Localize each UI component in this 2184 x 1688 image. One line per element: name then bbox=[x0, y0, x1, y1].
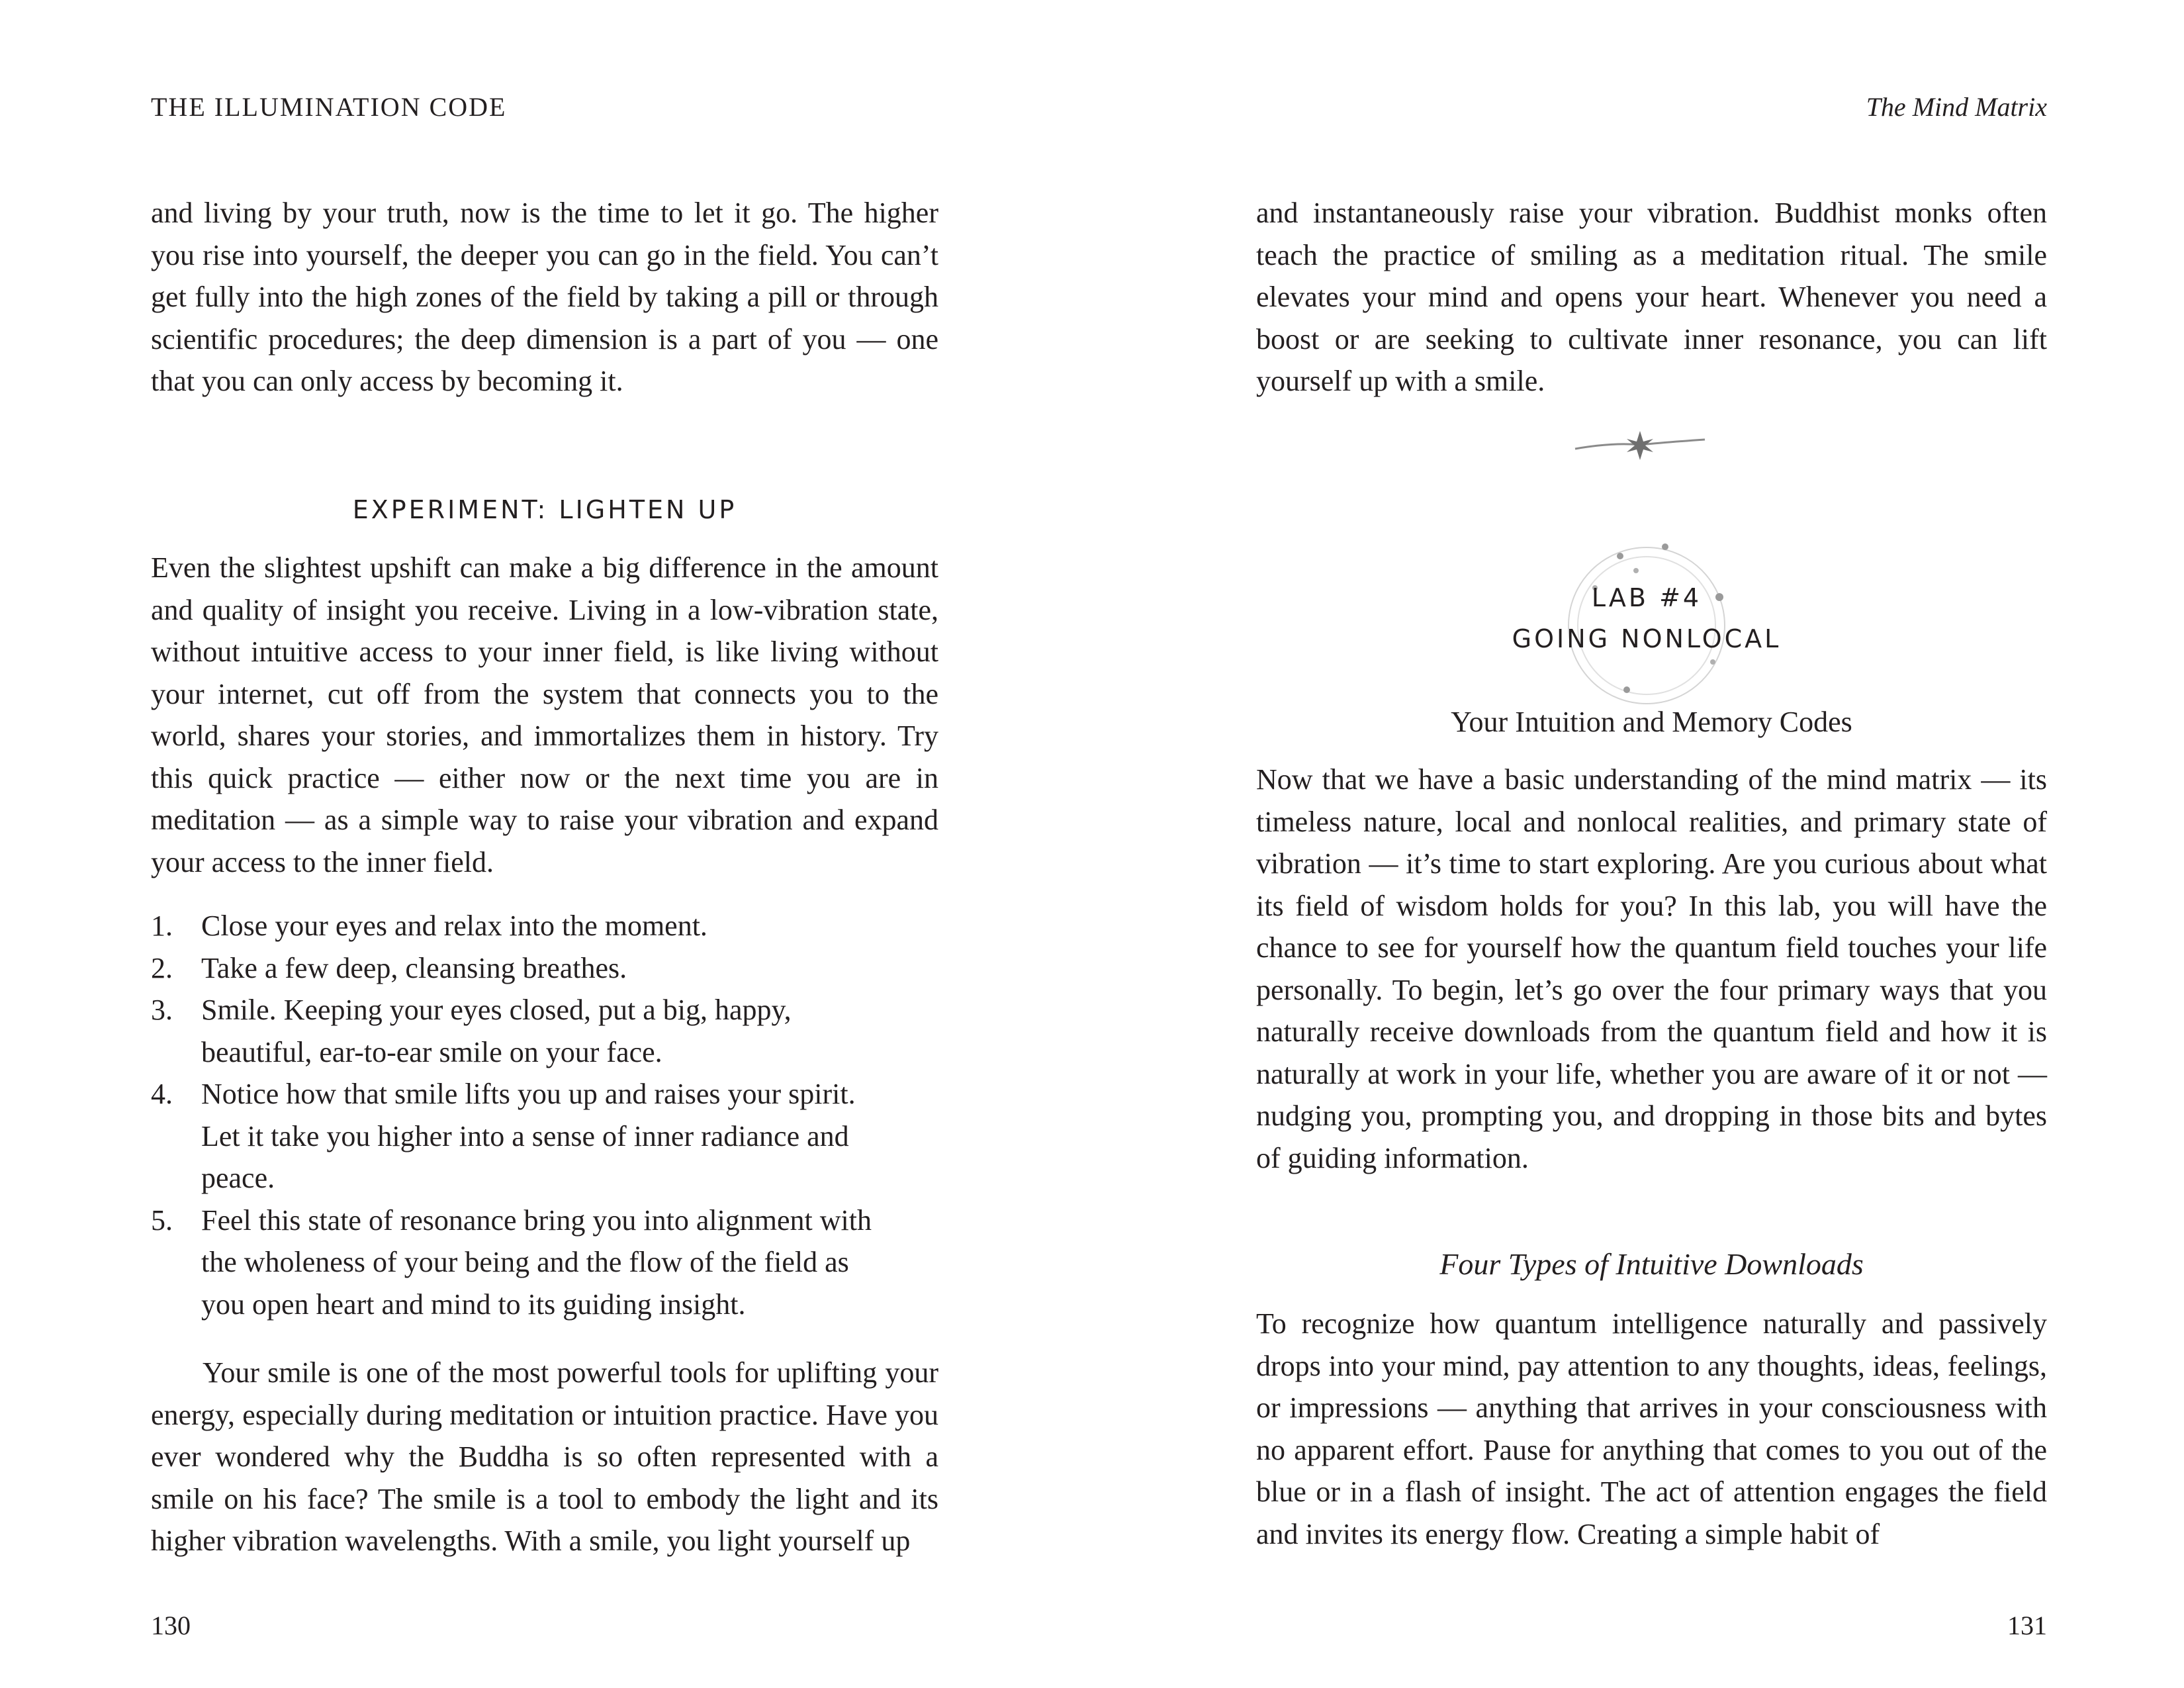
list-item bbox=[151, 905, 892, 947]
practice-steps-list bbox=[151, 905, 892, 1325]
experiment-heading: EXPERIMENT: LIGHTEN UP bbox=[352, 495, 737, 524]
left-page bbox=[151, 0, 938, 1688]
page-number-left: 130 bbox=[151, 1611, 191, 1640]
list-item bbox=[151, 1073, 892, 1199]
lab-subtitle: Your Intuition and Memory Codes bbox=[1451, 706, 1852, 738]
lab-paragraph: Now that we have a basic understanding of the mind matrix — its timeless nature, local and nonlocal realities, and primary state of vibration — it’s time to start exploring. Are you curious about what its field of wisdom holds for you? In this lab, you will have the chance to see for yourself how the quantum field touches your life personally. To begin, let’s go over the four primary ways that you naturally receive downloads from the quantum field and how it is naturally at work in your life, whether you are aware of it or not — nudging you, prompting you, and dropping in those bits and bytes of guiding information. bbox=[1256, 763, 2047, 1174]
star-divider-icon bbox=[1574, 422, 1706, 469]
step-text: Close your eyes and relax into the moment. bbox=[201, 910, 707, 942]
section-subheading: Four Types of Intuitive Downloads bbox=[1439, 1247, 1864, 1281]
step-number: 1. bbox=[151, 910, 173, 942]
experiment-paragraph: Even the slightest upshift can make a big difference in the amount and quality of insight you receive. Living in a low-vibration state, without intuitive access to your inner field, is like living without your internet, cut off from the system that connects you to the world, shares your stories, and immortalizes them in history. Try this quick practice — either now or the next time you are in meditation — as a simple way to raise your vibration and expand your access to the inner field. bbox=[151, 551, 938, 878]
right-page bbox=[1256, 0, 2047, 1688]
right-closing-paragraph: To recognize how quantum intelligence naturally and passively drops into your mind, pay attention to any thoughts, ideas, feelings, or impressions — anything that arrives in your consciousness with no apparent effort. Pause for anything that comes to you out of the blue or in a flash of insight. The act of attention engages the field and invites its energy flow. Creating a simple habit of bbox=[1256, 1307, 2047, 1550]
list-item bbox=[151, 989, 892, 1073]
step-number: 4. bbox=[151, 1078, 173, 1110]
step-text: Feel this state of resonance bring you into alignment with the wholeness of your being and the flow of the field as you open heart and mind to its guiding insight. bbox=[201, 1203, 872, 1321]
step-number: 5. bbox=[151, 1203, 173, 1237]
step-number: 2. bbox=[151, 951, 173, 984]
step-text: Notice how that smile lifts you up and raises your spirit. Let it take you higher into a sense of inner radiance and peace. bbox=[201, 1078, 856, 1194]
step-text: Smile. Keeping your eyes closed, put a big, happy, beautiful, ear-to-ear smile on your face. bbox=[201, 994, 792, 1068]
running-head-chapter-title: The Mind Matrix bbox=[1866, 92, 2047, 122]
running-head-book-title: THE ILLUMINATION CODE bbox=[151, 92, 507, 122]
list-item bbox=[151, 947, 892, 990]
left-closing-paragraph: Your smile is one of the most powerful tools for uplifting your energy, especially during meditation or intuition practice. Have you ever wondered why the Buddha is so often represented with a smile on his face? The smile is a tool to embody the light and its higher vibration wavelengths. With a smile, you light yourself up bbox=[151, 1356, 938, 1557]
lab-number: LAB #4 bbox=[1591, 583, 1702, 612]
list-item bbox=[151, 1199, 892, 1326]
step-text: Take a few deep, cleansing breathes. bbox=[201, 951, 627, 984]
right-opening-paragraph: and instantaneously raise your vibration. Buddhist monks often teach the practice of smiling as a meditation ritual. The smile elevates your mind and opens your heart. Whenever you need a boost or are seeking to cultivate inner resonance, you can lift yourself up with a smile. bbox=[1256, 197, 2047, 397]
lab-badge bbox=[1488, 536, 1805, 708]
page-number-right: 131 bbox=[2007, 1611, 2047, 1640]
lab-title: GOING NONLOCAL bbox=[1512, 624, 1782, 653]
step-number: 3. bbox=[151, 994, 173, 1026]
left-opening-paragraph: and living by your truth, now is the time to let it go. The higher you rise into yourself, the deeper you can go in the field. You can’t get fully into the high zones of the field by taking a pill or through scientific procedures; the deep dimension is a part of you — one that you can only access by becoming it. bbox=[151, 197, 938, 397]
